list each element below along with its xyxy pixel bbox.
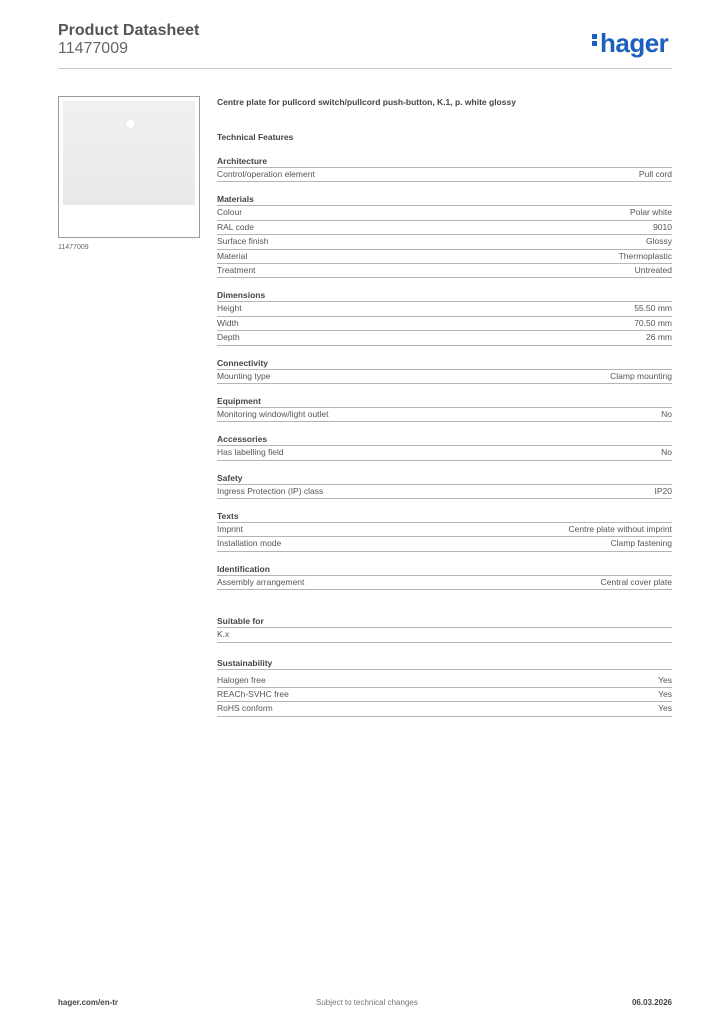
image-caption: 11477009 — [58, 244, 89, 251]
section-title: Accessories — [217, 433, 672, 446]
section-title: Suitable for — [217, 615, 672, 628]
spec-label: Imprint — [217, 524, 243, 535]
spec-value: Yes — [658, 674, 672, 685]
spec-value: Polar white — [629, 207, 672, 218]
section-dimensions — [217, 289, 672, 345]
feature-sections — [217, 155, 672, 590]
spec-row — [217, 408, 672, 422]
spec-value: No — [661, 408, 672, 419]
spec-value: Yes — [658, 689, 672, 700]
spec-row — [217, 702, 672, 716]
spec-label: Assembly arrangement — [217, 576, 305, 587]
spec-row — [217, 674, 672, 688]
section-connectivity — [217, 357, 672, 384]
spec-row — [217, 264, 672, 278]
spec-row — [217, 628, 672, 642]
product-description: Centre plate for pullcord switch/pullcord push-button, K.1, p. white glossy — [217, 97, 516, 107]
spec-value: Clamp fastening — [610, 538, 672, 549]
spec-label: Control/operation element — [217, 169, 315, 179]
spec-value: Glossy — [646, 236, 672, 247]
spec-value: IP20 — [654, 485, 672, 496]
spec-label: Mounting type — [217, 370, 271, 381]
article-number: 11477009 — [58, 40, 128, 57]
spec-value: 9010 — [653, 221, 672, 232]
spec-value: No — [661, 447, 672, 458]
spec-label: Monitoring window/light outlet — [217, 408, 329, 419]
spec-row — [217, 317, 672, 331]
spec-row — [217, 235, 672, 249]
spec-row — [217, 537, 672, 551]
hager-logo — [592, 28, 668, 59]
section-architecture — [217, 155, 672, 182]
spec-label: Ingress Protection (IP) class — [217, 485, 324, 496]
spec-label: Height — [217, 303, 242, 314]
spec-value: 70.50 mm — [634, 317, 672, 328]
section-title: Safety — [217, 472, 672, 485]
spec-value: 26 mm — [646, 332, 672, 343]
spec-label: Installation mode — [217, 538, 282, 549]
technical-features-heading: Technical Features — [217, 132, 294, 142]
spec-row — [217, 206, 672, 220]
section-materials — [217, 193, 672, 278]
section-title: Identification — [217, 563, 672, 576]
spec-label: Depth — [217, 332, 240, 343]
spec-label: Surface finish — [217, 236, 269, 247]
spec-label: Halogen free — [217, 674, 266, 685]
section-title: Equipment — [217, 395, 672, 408]
spec-row — [217, 168, 672, 182]
sustainability-section — [217, 657, 672, 717]
spec-label: Colour — [217, 207, 243, 218]
section-safety — [217, 472, 672, 499]
spec-value: 55.50 mm — [634, 303, 672, 314]
section-identification — [217, 563, 672, 590]
section-title: Texts — [217, 510, 672, 523]
spec-row — [217, 221, 672, 235]
spec-label: RAL code — [217, 221, 255, 232]
footer-website[interactable]: hager.com/en-tr — [58, 998, 119, 1007]
section-title: Dimensions — [217, 289, 672, 302]
footer-date: 06.03.2026 — [631, 998, 672, 1007]
spec-row — [217, 250, 672, 264]
technical-content — [217, 95, 672, 717]
spec-value: Clamp mounting — [610, 370, 672, 381]
logo-text: hager — [600, 28, 669, 58]
spec-row — [217, 576, 672, 590]
spec-row — [217, 370, 672, 384]
cover-plate-picture — [63, 101, 195, 205]
section-title: Sustainability — [217, 657, 672, 670]
spec-label: Treatment — [217, 264, 256, 275]
footer-notice: Subject to technical changes — [316, 998, 418, 1007]
section-equipment — [217, 395, 672, 422]
spec-value: Pull cord — [638, 169, 672, 179]
pullcord-hole — [126, 119, 135, 128]
section-title: Connectivity — [217, 357, 672, 370]
spec-value: Untreated — [634, 264, 672, 275]
spec-row — [217, 688, 672, 702]
spec-row — [217, 523, 672, 537]
section-title: Architecture — [217, 155, 672, 168]
header-divider — [58, 68, 672, 69]
suitable-for-section — [217, 615, 672, 642]
page-title: Product Datasheet — [58, 22, 200, 39]
spec-value: Thermoplastic — [618, 250, 672, 261]
spec-row — [217, 302, 672, 316]
spec-label: Width — [217, 317, 239, 328]
section-title: Materials — [217, 193, 672, 206]
logo-colon-icon — [592, 32, 598, 48]
product-image — [58, 96, 200, 238]
spec-value: Centre plate without imprint — [568, 524, 672, 535]
spec-value: Yes — [658, 703, 672, 714]
spec-row — [217, 331, 672, 345]
spec-label: REACh-SVHC free — [217, 689, 289, 700]
spec-value: Central cover plate — [600, 576, 672, 587]
spec-row — [217, 446, 672, 460]
spec-label: K.x — [217, 629, 230, 640]
spec-label: Has labelling field — [217, 447, 284, 458]
section-texts — [217, 510, 672, 552]
spec-row — [217, 485, 672, 499]
section-accessories — [217, 433, 672, 460]
spec-label: RoHS conform — [217, 703, 273, 714]
spec-label: Material — [217, 250, 248, 261]
